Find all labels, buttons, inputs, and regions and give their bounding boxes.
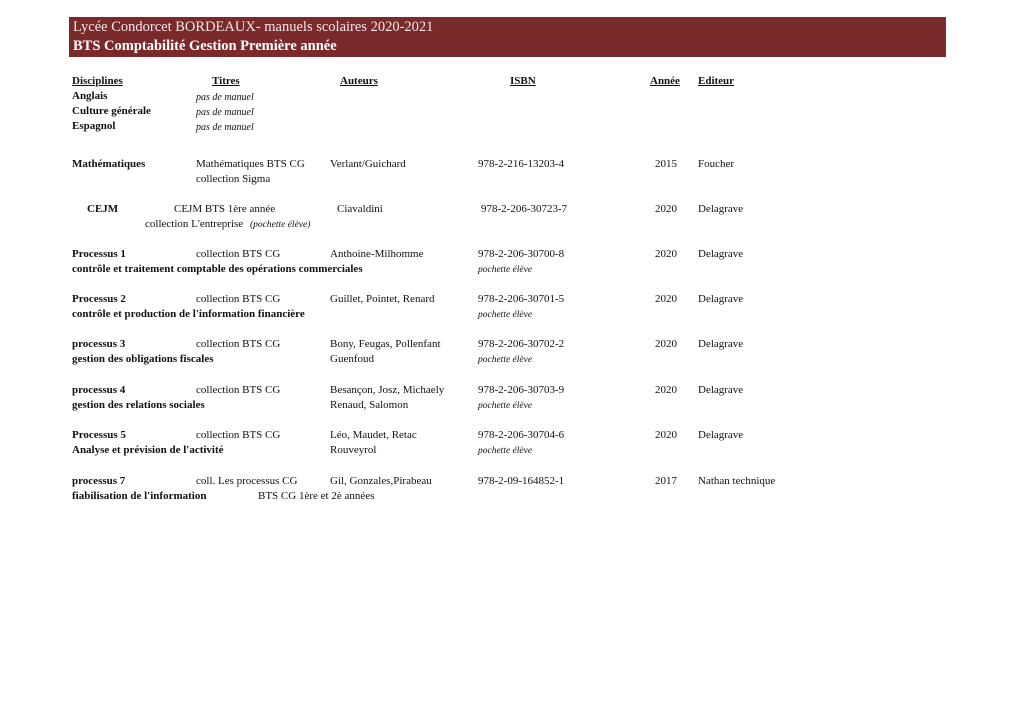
author-cell: Besançon, Josz, Michaely xyxy=(330,384,445,396)
discipline-label: processus 7 xyxy=(72,475,126,487)
title-cell: collection BTS CG xyxy=(196,338,281,350)
isbn-cell: 978-2-206-30723-7 xyxy=(481,203,568,215)
publisher-cell: Delagrave xyxy=(698,338,744,350)
col-header-titres: Titres xyxy=(212,75,240,87)
discipline-subtitle: Analyse et prévision de l'activité xyxy=(72,444,224,456)
page-subtitle: BTS Comptabilité Gestion Première année xyxy=(73,38,337,54)
author-cell: Gil, Gonzales,Pirabeau xyxy=(330,475,432,487)
discipline-label: Culture générale xyxy=(72,105,151,117)
header-banner xyxy=(69,17,946,57)
pochette-note: pochette élève xyxy=(478,446,533,456)
no-manual-note: pas de manuel xyxy=(196,122,254,133)
publisher-cell: Delagrave xyxy=(698,429,744,441)
discipline-label: Espagnol xyxy=(72,120,116,132)
publisher-cell: Delagrave xyxy=(698,203,744,215)
title-cell: collection BTS CG xyxy=(196,293,281,305)
discipline-label: processus 4 xyxy=(72,384,126,396)
title-cell: BTS CG 1ère et 2è années xyxy=(258,490,375,502)
pochette-note: (pochette élève) xyxy=(250,220,311,230)
col-header-isbn: ISBN xyxy=(510,75,536,87)
page-title: Lycée Condorcet BORDEAUX- manuels scolaires 2020-2021 xyxy=(73,19,434,35)
col-header-annee: Année xyxy=(650,75,680,87)
year-cell: 2020 xyxy=(655,429,677,441)
publisher-cell: Delagrave xyxy=(698,384,744,396)
author-cell: Bony, Feugas, Pollenfant xyxy=(330,338,441,350)
isbn-cell: 978-2-216-13203-4 xyxy=(478,158,565,170)
discipline-subtitle: gestion des relations sociales xyxy=(72,399,205,411)
isbn-cell: 978-2-206-30702-2 xyxy=(478,338,565,350)
author-cell: Renaud, Salomon xyxy=(330,399,409,411)
year-cell: 2020 xyxy=(655,203,677,215)
year-cell: 2020 xyxy=(655,338,677,350)
publisher-cell: Nathan technique xyxy=(698,475,776,487)
col-header-auteurs: Auteurs xyxy=(340,75,378,87)
title-cell: collection Sigma xyxy=(196,173,271,185)
author-cell: Verlant/Guichard xyxy=(330,158,406,170)
title-cell: collection BTS CG xyxy=(196,248,281,260)
discipline-label: Anglais xyxy=(72,90,108,102)
pochette-note: pochette élève xyxy=(478,355,533,365)
year-cell: 2020 xyxy=(655,384,677,396)
author-cell: Guillet, Pointet, Renard xyxy=(330,293,435,305)
pochette-note: pochette élève xyxy=(478,310,533,320)
no-manual-note: pas de manuel xyxy=(196,107,254,118)
publisher-cell: Foucher xyxy=(698,158,735,170)
year-cell: 2020 xyxy=(655,293,677,305)
discipline-subtitle: contrôle et production de l'information financière xyxy=(72,308,305,320)
discipline-label: CEJM xyxy=(87,203,119,215)
discipline-subtitle: contrôle et traitement comptable des opérations commerciales xyxy=(72,263,363,275)
discipline-label: Processus 1 xyxy=(72,248,126,260)
author-cell: Ciavaldini xyxy=(337,203,383,215)
title-cell: collection L'entreprise xyxy=(145,218,244,230)
isbn-cell: 978-2-206-30700-8 xyxy=(478,248,565,260)
title-cell: coll. Les processus CG xyxy=(196,475,298,487)
discipline-label: processus 3 xyxy=(72,338,126,350)
title-cell: collection BTS CG xyxy=(196,429,281,441)
isbn-cell: 978-2-206-30701-5 xyxy=(478,293,565,305)
discipline-label: Processus 5 xyxy=(72,429,126,441)
title-cell: CEJM BTS 1ère année xyxy=(174,203,276,215)
author-cell: Léo, Maudet, Retac xyxy=(330,429,417,441)
title-cell: Mathématiques BTS CG xyxy=(196,158,305,170)
pochette-note: pochette élève xyxy=(478,265,533,275)
year-cell: 2020 xyxy=(655,248,677,260)
isbn-cell: 978-2-206-30704-6 xyxy=(478,429,565,441)
discipline-label: Processus 2 xyxy=(72,293,126,305)
col-header-disciplines: Disciplines xyxy=(72,75,123,87)
discipline-label: Mathématiques xyxy=(72,158,146,170)
year-cell: 2017 xyxy=(655,475,677,487)
author-cell: Anthoine-Milhomme xyxy=(330,248,424,260)
discipline-subtitle: fiabilisation de l'information xyxy=(72,490,207,502)
author-cell: Guenfoud xyxy=(330,353,374,365)
discipline-subtitle: gestion des obligations fiscales xyxy=(72,353,214,365)
no-manual-note: pas de manuel xyxy=(196,92,254,103)
year-cell: 2015 xyxy=(655,158,677,170)
publisher-cell: Delagrave xyxy=(698,248,744,260)
publisher-cell: Delagrave xyxy=(698,293,744,305)
isbn-cell: 978-2-09-164852-1 xyxy=(478,475,565,487)
title-cell: collection BTS CG xyxy=(196,384,281,396)
pochette-note: pochette élève xyxy=(478,401,533,411)
author-cell: Rouveyrol xyxy=(330,444,377,456)
col-header-editeur: Editeur xyxy=(698,75,735,87)
isbn-cell: 978-2-206-30703-9 xyxy=(478,384,565,396)
